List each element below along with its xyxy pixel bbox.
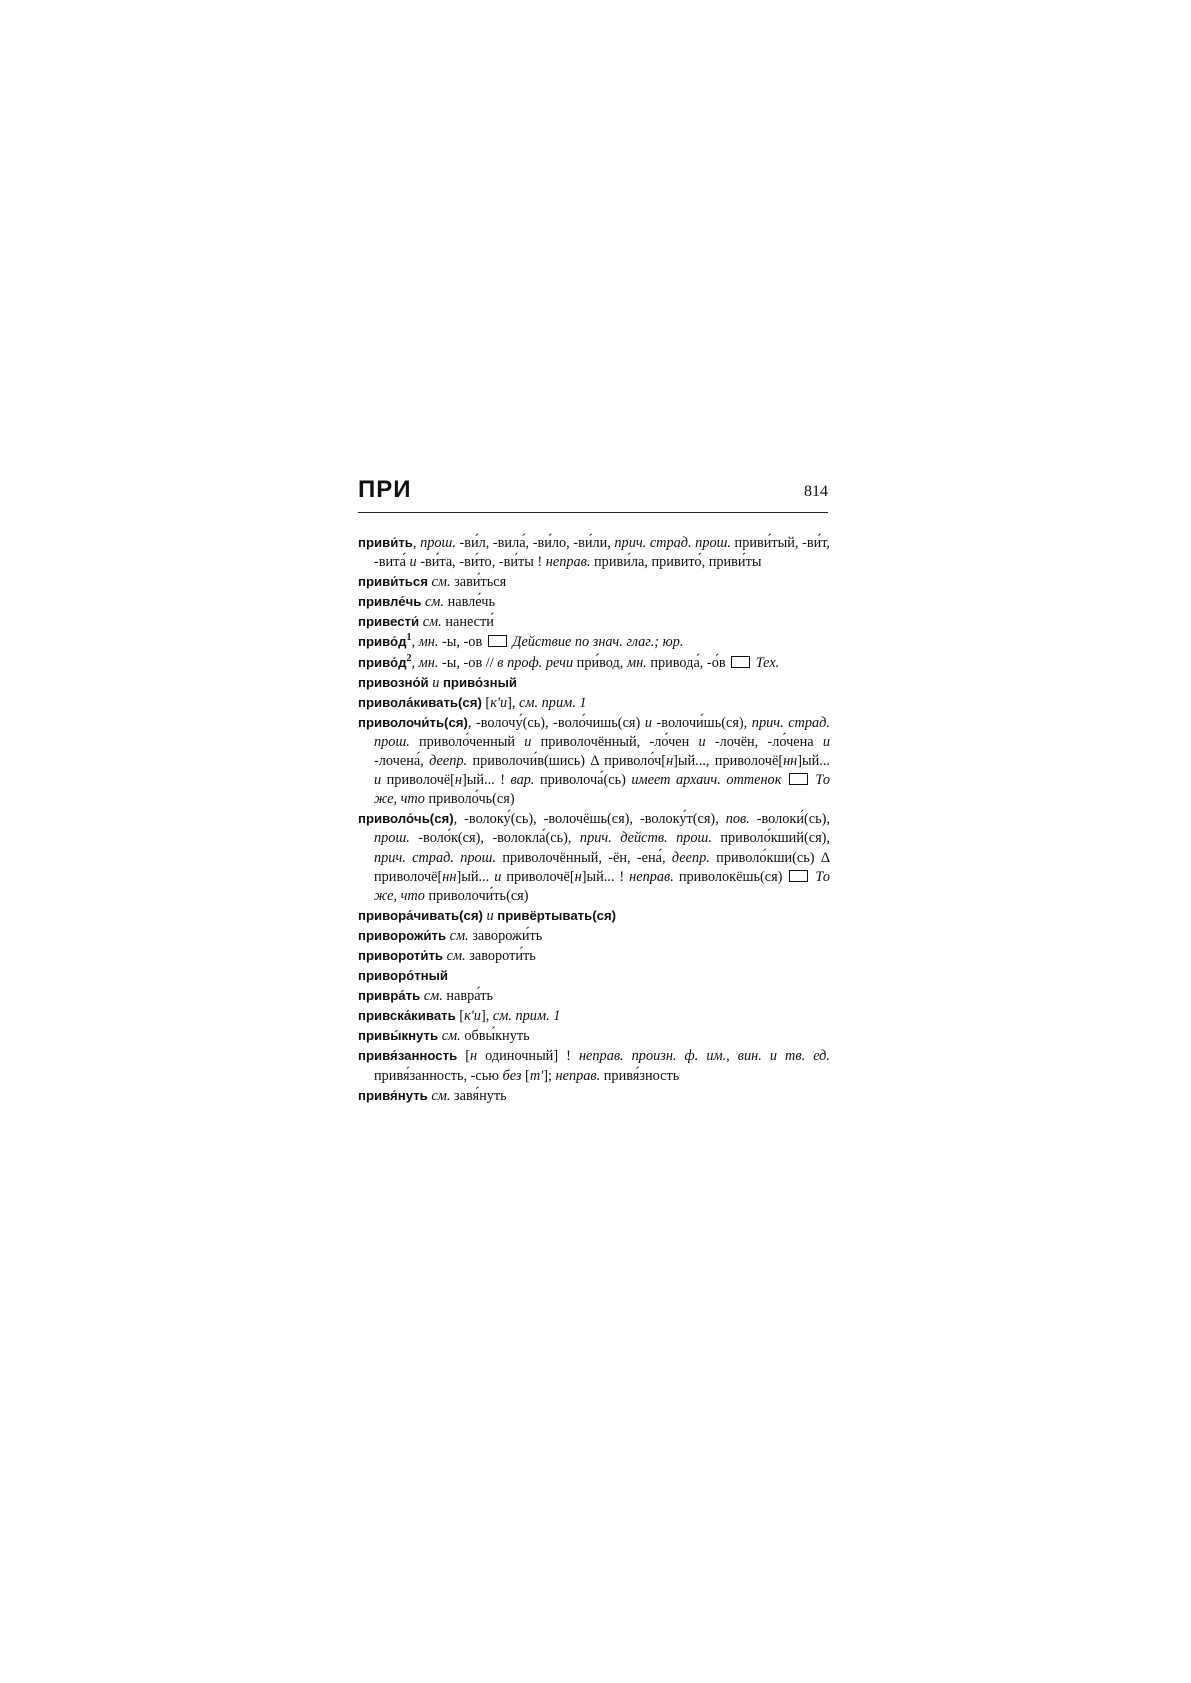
entry-text: приви́ла, привито́, приви́ты [590,554,762,571]
entry-text: привода́, -о́в [646,654,730,671]
dictionary-entry [358,1006,830,1026]
italic-label: Действие по знач. глаг.; юр. [512,634,684,651]
dictionary-entry [358,946,830,966]
dictionary-entry [358,673,830,693]
italic-label: прич. страд. прош. [614,535,731,551]
entry-text: [ [457,1048,470,1065]
entry-text: приволочё[ [501,868,575,885]
entry-text: приволочё[ [381,772,455,789]
italic-label: прич. страд. прош. [374,849,497,866]
italic-label: и [494,868,502,885]
dictionary-entry [358,693,830,713]
entry-text: , [411,634,419,651]
meaning-box-icon [731,656,750,668]
headword: приволо́чь(ся) [358,811,454,827]
italic-label: и [432,674,440,691]
entry-text: ]ый..., приволочё[ [673,753,784,770]
headword: приво́д [358,634,407,650]
italic-label: и [698,733,706,750]
headword: приви́ть [358,535,413,550]
entry-text: привя́занность, -сью [374,1067,503,1084]
headword: привра́ть [358,988,421,1004]
headword: привы́кнуть [358,1028,439,1044]
italic-label: см. прим. 1 [492,1008,561,1025]
page-number: 814 [804,483,828,500]
homonym-index: 1 [406,632,412,644]
entry-text: [ [521,1067,530,1084]
italic-label: и [644,714,652,731]
entry-text: при́вод, [573,654,627,671]
entry-text: , -волоку́(сь), -волочёшь(ся), -волоку́т(ся), [453,811,726,828]
dictionary-entry [358,809,830,905]
entry-text: привя́зность [600,1067,680,1084]
entry-text: [ [455,1008,465,1025]
dictionary-entry [358,592,830,612]
meaning-box-icon [488,635,507,647]
dictionary-entries [358,533,830,1106]
entry-text: зави́ться [450,574,507,591]
italic-label: Тех. [755,654,780,671]
italic-label: и [524,733,532,750]
italic-label: н [454,772,463,789]
entry-text: -ви́л, -вила́, -ви́ло, -ви́ли, [455,535,615,551]
italic-label: То же, что [374,772,830,808]
entry-text [781,772,787,788]
entry-text: -волочи́шь(ся), [651,714,752,731]
dictionary-entry [358,653,830,673]
entry-text: приволочи́ть(ся) [424,887,529,904]
headword: привя́занность [358,1048,458,1064]
entry-text: заворожи́ть [468,927,543,944]
entry-text: навра́ть [442,988,494,1005]
entry-text: -лочён, -ло́чена [705,733,823,750]
italic-label: вар. [510,772,535,789]
meaning-box-icon [789,870,808,882]
entry-text: ]ый... [797,753,831,770]
entry-text: -ы, -ов // [438,654,498,671]
italic-label: т' [529,1067,544,1084]
entry-text: приви́тый, -ви́т, -вита́ [374,535,830,571]
dictionary-entry [358,966,830,986]
entry-text: приволочённый, -ён, -ена́, [496,849,672,866]
italic-label: пов. [725,811,750,828]
entry-text: -волоки́(сь), [749,811,830,828]
headword: привозно́й [358,674,429,690]
italic-label: деепр. [671,849,710,866]
headword: привора́чивать(ся) [358,907,483,923]
entry-text: [ [481,694,491,711]
dictionary-entry [358,533,830,572]
entry-text: ]ый... ! [462,772,511,789]
italic-label: неправ. [555,1067,601,1084]
entry-text: приволо́чь(ся) [424,791,515,808]
headword: привёртывать(ся) [497,907,617,923]
entry-text: -ви́та, -ви́то, -ви́ты ! [416,554,546,571]
italic-label: см. [446,947,466,964]
italic-label: мн. [418,634,439,651]
dictionary-entry [358,612,830,632]
entry-text: ], [480,1008,493,1025]
headword: приво́д [358,654,407,670]
headword: приво́зный [442,674,517,690]
dictionary-entry [358,906,830,926]
dictionary-entry [358,1086,830,1106]
italic-label: см. [422,614,442,631]
italic-label: см. [423,988,443,1005]
italic-label: деепр. [429,753,468,770]
italic-label: см. [424,594,444,611]
entry-text: завя́нуть [450,1087,507,1104]
italic-label: см. [431,574,451,591]
headword: привя́нуть [358,1087,428,1103]
dictionary-entry [358,986,830,1006]
italic-label: нн [783,753,798,770]
entry-text: , [412,535,421,551]
italic-label: к'и [490,694,508,711]
dictionary-entry [358,713,830,809]
running-head: ПРИ [358,476,412,503]
italic-label: неправ. [629,868,674,885]
entry-text: приволо́ченный [409,733,525,750]
italic-label: мн. [626,654,647,671]
entry-text: навле́чь [444,594,495,611]
entry-text: -ы, -ов [438,634,486,651]
dictionary-entry [358,1026,830,1046]
italic-label: прош. [374,830,410,847]
italic-label: и [822,733,830,750]
headword: привола́кивать(ся) [358,694,482,710]
italic-label: без [502,1067,522,1084]
italic-label: см. [449,927,469,944]
italic-label: мн. [418,654,439,671]
entry-text: приволокёшь(ся) [673,868,788,885]
headword: привска́кивать [358,1008,456,1024]
italic-label: неправ. произн. ф. им., вин. и тв. ед. [578,1048,830,1065]
meaning-box-icon [789,773,808,785]
italic-label: см. [441,1028,461,1045]
dictionary-entry [358,632,830,652]
entry-text: , -волочу́(сь), -воло́чишь(ся) [467,714,645,731]
italic-label: имеет архаич. оттенок [631,772,782,789]
entry-text: обвы́кнуть [460,1028,530,1045]
italic-label: в проф. речи [497,654,574,671]
headword: привороти́ть [358,947,444,963]
italic-label: н [666,753,674,770]
italic-label: прош. [420,535,456,551]
headword: привле́чь [358,594,422,610]
dictionary-entry [358,572,830,592]
homonym-index: 2 [406,652,412,664]
headword: привести́ [358,614,420,630]
italic-label: н [574,868,582,885]
entry-text: нанести́ [441,614,494,631]
entry-text: , [411,654,419,671]
italic-label: прич. действ. прош. [579,830,712,847]
italic-label: и [374,772,382,789]
entry-text: завороти́ть [465,947,536,964]
page-header [358,476,828,513]
entry-text: -лочена́, [374,753,430,770]
entry-text: приволо́кший(ся), [711,830,830,847]
entry-text: одиночный] ! [477,1048,579,1065]
italic-label: и [409,554,417,571]
entry-text: приволочи́в(шись) Δ приволо́ч[ [467,753,667,770]
headword: приворо́тный [358,968,449,984]
entry-text: приволо́кши(сь) Δ приволочё[ [374,849,831,885]
italic-label: см. [431,1087,451,1104]
entry-text: ]; [543,1067,556,1084]
italic-label: к'и [464,1008,481,1025]
headword: приви́ться [358,574,428,590]
italic-label: нн [442,868,457,885]
italic-label: см. прим. 1 [519,694,587,711]
italic-label: неправ. [545,554,591,571]
entry-text: -воло́к(ся), -волокла́(сь), [409,830,580,847]
headword: приворожи́ть [358,927,447,943]
entry-text: ], [507,694,520,711]
italic-label: прич. страд. прош. [374,714,830,750]
headword: приволочи́ть(ся) [358,714,468,730]
italic-label: н [470,1048,478,1065]
entry-text: ]ый... ! [581,868,630,885]
italic-label: То же, что [374,868,830,904]
dictionary-entry [358,1046,830,1085]
dictionary-entry [358,926,830,946]
entry-text: приволоча́(сь) [534,772,632,789]
italic-label: и [486,907,494,924]
entry-text: ]ый... [456,868,495,885]
entry-text: приволочённый, -ло́чен [531,733,699,750]
